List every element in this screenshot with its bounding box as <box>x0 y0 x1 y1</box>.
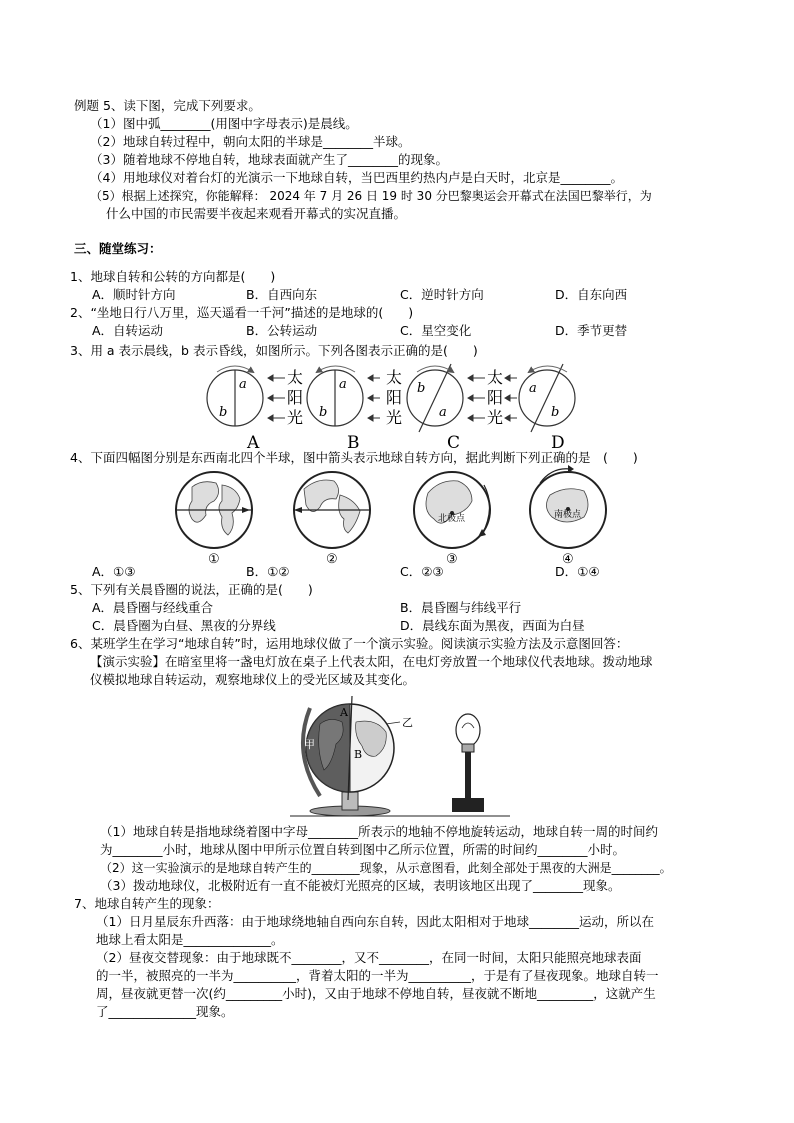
q3-figure <box>195 360 595 452</box>
q3-label-b: B <box>347 433 360 452</box>
q6-label-yi: 乙 <box>402 716 413 729</box>
q3-sun-3b: 阳 <box>487 388 504 407</box>
example5-title: 例题 5、读下图，完成下列要求。 <box>74 98 261 113</box>
q6-experiment-line2: 仪模拟地球自转运动，观察地球仪上的受光区域及其变化。 <box>90 672 416 687</box>
q1-option-b[interactable]: B．自西向东 <box>246 287 318 302</box>
q2-option-b[interactable]: B．公转运动 <box>246 323 318 338</box>
q5-option-b[interactable]: B．晨昏圈与纬线平行 <box>400 600 522 615</box>
q7-s1b: 地球上看太阳是______________。 <box>96 932 284 947</box>
q3-globe-a <box>207 366 263 426</box>
q7-stem: 7、地球自转产生的现象： <box>74 896 220 911</box>
q6-sub1a: （1）地球自转是指地球绕着图中字母________所表示的地轴不停地旋转运动，地球自转一周的时间约 <box>100 824 658 839</box>
q3-sun-1a: 太 <box>287 368 304 387</box>
q7-s1a: （1）日月星辰东升西落：由于地球绕地轴自西向东自转，因此太阳相对于地球________运动，所以在 <box>96 914 654 929</box>
q3-sun-1c: 光 <box>287 408 304 427</box>
q4-label-4: ④ <box>562 552 574 567</box>
q4-option-c[interactable]: C．②③ <box>400 564 444 579</box>
q4-north-pole-label: 北极点 <box>438 514 466 524</box>
example5-q4: （4）用地球仪对着台灯的光演示一下地球自转，当巴西里约热内卢是白天时，北京是________。 <box>90 170 623 185</box>
q4-option-d[interactable]: D．①④ <box>555 564 600 579</box>
q1-option-c[interactable]: C．逆时针方向 <box>400 287 484 302</box>
q3-b-letter-a: a <box>339 377 347 392</box>
q3-globe-d <box>519 364 575 432</box>
q3-sun-3c: 光 <box>487 408 504 427</box>
q6-sub3: （3）拨动地球仪，北极附近有一直不能被灯光照亮的区域，表明该地区出现了________现象。 <box>100 878 621 893</box>
q3-label-a: A <box>247 433 260 452</box>
q3-d-letter-a: a <box>529 381 537 396</box>
q6-experiment-line1: 【演示实验】在暗室里将一盏电灯放在桌子上代表太阳，在电灯旁放置一个地球仪代表地球。拨动地球 <box>90 654 653 669</box>
q7-s2a: （2）昼夜交替现象：由于地球既不________，又不________，在同一时间，太阳只能照亮地球表面 <box>96 950 642 965</box>
q4-globe-3 <box>414 472 490 567</box>
q6-figure <box>290 688 510 820</box>
q6-label-b: B <box>354 748 363 761</box>
q3-sun-2a: 太 <box>386 368 403 387</box>
q4-label-2: ② <box>326 552 338 567</box>
q4-south-pole-label: 南极点 <box>554 510 582 520</box>
q2-option-c[interactable]: C．星空变化 <box>400 323 472 338</box>
q2-option-d[interactable]: D．季节更替 <box>555 323 628 338</box>
example5-q2: （2）地球自转过程中，朝向太阳的半球是________半球。 <box>90 134 411 149</box>
q4-globe-2 <box>294 472 370 567</box>
q6-label-a: A <box>340 706 348 719</box>
q7-s2b: 的一半，被照亮的一半为__________，背着太阳的一半为__________，于是有了昼夜现象。地球自转一 <box>96 968 659 983</box>
q3-label-c: C <box>447 433 461 452</box>
q5-option-c[interactable]: C．晨昏圈为白昼、黑夜的分界线 <box>92 618 276 633</box>
q6-sub1b: 为________小时，地球从图中甲所示位置自转到图中乙所示位置，所需的时间约________小时。 <box>100 842 626 857</box>
q4-globe-1 <box>176 472 252 567</box>
q6-stem: 6、某班学生在学习“地球自转”时，运用地球仪做了一个演示实验。阅读演示实验方法及示意图回答： <box>70 636 629 651</box>
q4-stem: 4、下面四幅图分别是东西南北四个半球，图中箭头表示地球自转方向，据此判断下列正确的是 ( ) <box>70 450 638 465</box>
q4-option-a[interactable]: A．①③ <box>92 564 136 579</box>
q3-d-letter-b: b <box>551 405 560 420</box>
q2-option-a[interactable]: A．自转运动 <box>92 323 164 338</box>
q2-stem: 2、“坐地日行八万里，巡天遥看一千河”描述的是地球的( ) <box>70 305 414 320</box>
q4-globe-4 <box>530 465 606 567</box>
q3-a-letter-a: a <box>239 377 247 392</box>
q3-sun-2b: 阳 <box>386 388 403 407</box>
q3-sun-2c: 光 <box>386 408 403 427</box>
q4-figure <box>172 465 612 567</box>
q1-option-a[interactable]: A．顺时针方向 <box>92 287 176 302</box>
q3-stem: 3、用 a 表示晨线，b 表示昏线，如图所示。下列各图表示正确的是( ) <box>70 343 478 358</box>
example5-q5a: （5）根据上述探究，你能解释： 2024 年 7 月 26 日 19 时 30 分巴黎奥运会开幕式在法国巴黎举行，为 <box>90 189 652 203</box>
q6-sub2: （2）这一实验演示的是地球自转产生的________现象，从示意图看，此刻全部处于黑夜的大洲是________。 <box>100 861 672 875</box>
q5-option-a[interactable]: A．晨昏圈与经线重合 <box>92 600 214 615</box>
q7-s2d: 了______________现象。 <box>96 1004 234 1019</box>
q3-b-letter-b: b <box>319 405 328 420</box>
q3-sun-3a: 太 <box>487 368 504 387</box>
q6-label-jia: 甲 <box>304 738 315 751</box>
q3-c-letter-a: a <box>439 405 447 420</box>
q4-label-3: ③ <box>446 552 458 567</box>
example5-q1: （1）图中弧________(用图中字母表示)是晨线。 <box>90 116 358 131</box>
q5-stem: 5、下列有关晨昏圈的说法，正确的是( ) <box>70 582 313 597</box>
q3-globe-c <box>407 364 463 432</box>
q4-label-1: ① <box>208 552 220 567</box>
q3-globe-b <box>307 366 363 426</box>
example5-q3: （3）随着地球不停地自转，地球表面就产生了________的现象。 <box>90 152 448 167</box>
q3-label-d: D <box>551 433 565 452</box>
section-title: 三、随堂练习： <box>74 241 162 256</box>
q1-stem: 1、地球自转和公转的方向都是( ) <box>70 269 276 284</box>
q3-c-letter-b: b <box>417 381 426 396</box>
q7-s2c: 周，昼夜就更替一次(约_________小时)，又由于地球不停地自转，昼夜就不断地_________，这就产生 <box>96 986 656 1001</box>
q1-option-d[interactable]: D．自东向西 <box>555 287 628 302</box>
q3-sun-1b: 阳 <box>287 388 304 407</box>
example5-q5b: 什么中国的市民需要半夜起来观看开幕式的实况直播。 <box>106 206 407 221</box>
q5-option-d[interactable]: D．晨线东面为黑夜，西面为白昼 <box>400 618 585 633</box>
q4-option-b[interactable]: B．①② <box>246 564 290 579</box>
q3-a-letter-b: b <box>219 405 228 420</box>
